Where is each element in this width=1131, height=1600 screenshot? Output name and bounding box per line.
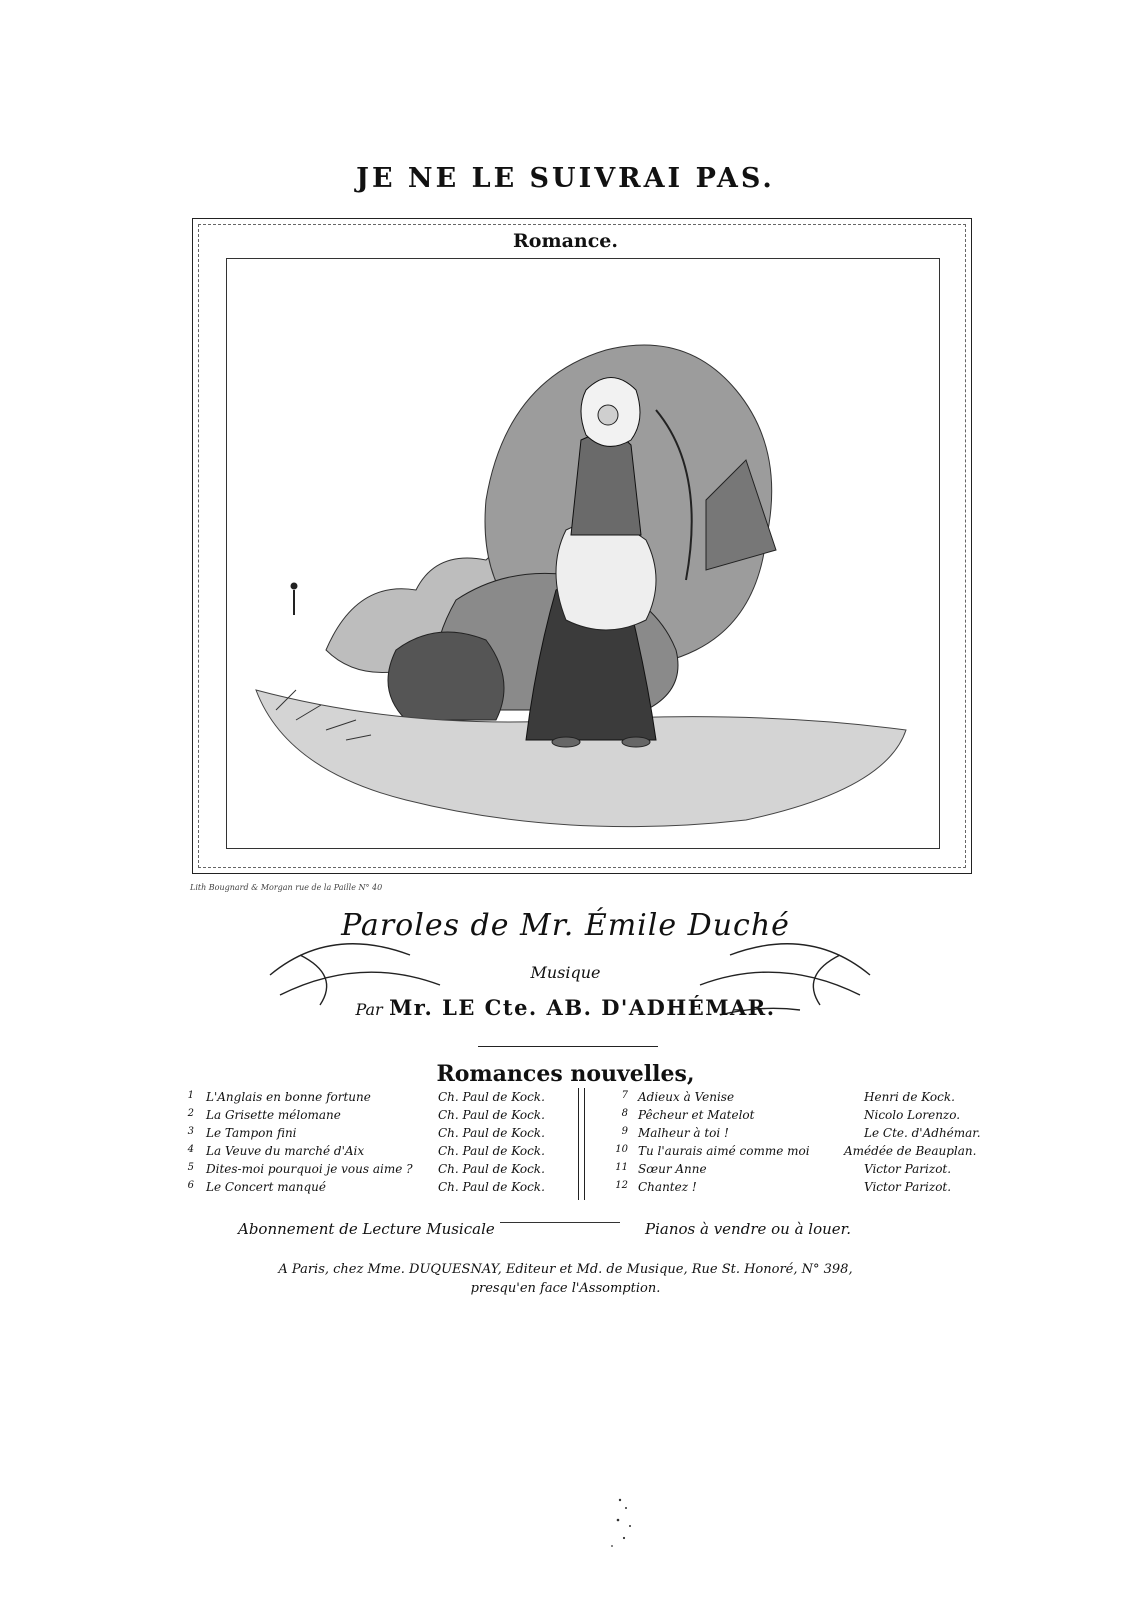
song-number: 10 [615,1144,628,1155]
song-author: Amédée de Beauplan. [844,1144,977,1158]
series-title: Romances nouvelles, [436,1061,695,1087]
song-author: Henri de Kock. [864,1090,955,1104]
song-title: Chantez ! [638,1180,697,1194]
lithograph-illustration [236,270,930,830]
page-title: JE NE LE SUIVRAI PAS. [356,163,775,194]
publisher-address: A Paris, chez Mme. DUQUESNAY, Editeur et Md. de Musique, Rue St. Honoré, N° 398, [278,1262,853,1277]
song-author: Ch. Paul de Kock. [438,1090,545,1104]
lyricist-credit: Paroles de Mr. Émile Duché [341,908,790,943]
paper-specks [600,1480,660,1590]
song-title: Sœur Anne [638,1162,707,1176]
song-title: Adieux à Venise [638,1090,735,1104]
separator-rule [500,1222,620,1223]
song-author: Victor Parizot. [864,1180,952,1194]
lithographer-imprint: Lith Bougnard & Morgan rue de la Paille N° 40 [190,883,383,892]
song-title: Dites-moi pourquoi je vous aime ? [206,1162,413,1176]
song-number: 6 [187,1180,194,1191]
song-number: 12 [615,1180,628,1191]
composer-prefix: Par [355,1000,383,1019]
song-number: 5 [187,1162,194,1173]
song-author: Nicolo Lorenzo. [864,1108,961,1122]
publisher-address-location: presqu'en face l'Assomption. [470,1281,661,1296]
song-title: Le Tampon fini [206,1126,297,1140]
song-title: Le Concert manqué [206,1180,326,1194]
song-title: La Veuve du marché d'Aix [206,1144,365,1158]
song-author: Le Cte. d'Adhémar. [864,1126,981,1140]
music-label: Musique [530,963,601,982]
song-title: Malheur à toi ! [638,1126,729,1140]
composer-credit [0,995,1131,1020]
song-number: 1 [187,1090,194,1101]
song-title: La Grisette mélomane [206,1108,341,1122]
song-number: 4 [187,1144,194,1155]
song-title: Tu l'aurais aimé comme moi [638,1144,810,1158]
song-number: 11 [615,1162,628,1173]
song-author: Ch. Paul de Kock. [438,1144,545,1158]
song-number: 7 [621,1090,628,1101]
subscription-notice: Abonnement de Lecture Musicale [238,1220,495,1238]
song-author: Victor Parizot. [864,1162,952,1176]
song-author: Ch. Paul de Kock. [438,1162,545,1176]
song-title: Pêcheur et Matelot [638,1108,755,1122]
column-divider [578,1088,579,1200]
separator-rule [478,1046,658,1047]
column-divider [584,1088,585,1200]
pianos-notice: Pianos à vendre ou à louer. [645,1220,851,1238]
subtitle: Romance. [513,230,618,252]
song-number: 9 [621,1126,628,1137]
song-number: 8 [621,1108,628,1119]
song-title: L'Anglais en bonne fortune [206,1090,371,1104]
composer-name: Mr. LE Cte. AB. D'ADHÉMAR. [389,995,776,1020]
song-author: Ch. Paul de Kock. [438,1126,545,1140]
song-author: Ch. Paul de Kock. [438,1180,545,1194]
song-number: 3 [187,1126,194,1137]
song-number: 2 [187,1108,194,1119]
song-author: Ch. Paul de Kock. [438,1108,545,1122]
